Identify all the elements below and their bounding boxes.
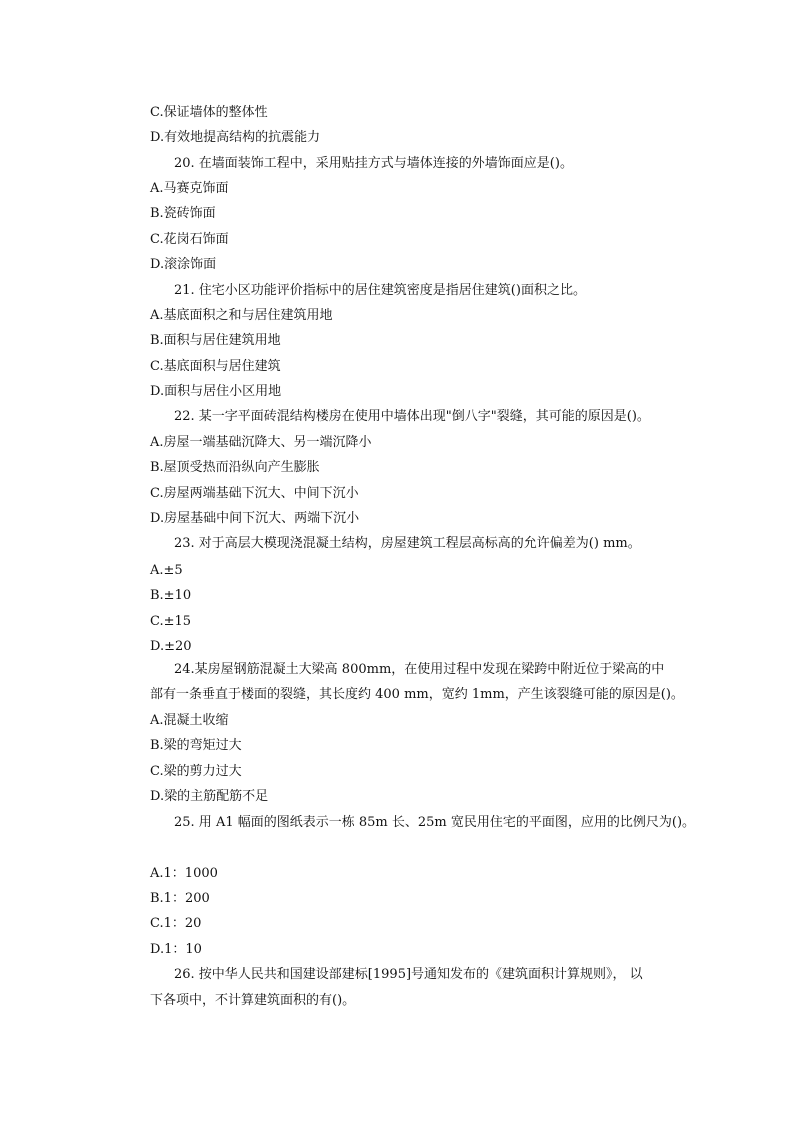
option-c-q25: C.1：20 (150, 916, 202, 931)
option-b-q20: B.瓷砖饰面 (150, 206, 216, 221)
question-26: 26. 按中华人民共和国建设部建标[1995]号通知发布的《建筑面积计算规则》， 以 (174, 967, 643, 982)
option-a-q24: A.混凝土收缩 (150, 713, 229, 728)
option-a-q23: A.±5 (150, 563, 183, 578)
question-24: 24.某房屋钢筋混凝土大梁高 800mm，在使用过程中发现在梁跨中附近位于梁高的中 (174, 662, 665, 677)
option-b-q21: B.面积与居住建筑用地 (150, 333, 281, 348)
option-d-q24: D.梁的主筋配筋不足 (150, 789, 269, 804)
question-22: 22. 某一字平面砖混结构楼房在使用中墙体出现"倒八字"裂缝，其可能的原因是()。 (174, 409, 650, 424)
question-25: 25. 用 A1 幅面的图纸表示一栋 85m 长、25m 宽民用住宅的平面图，应用的比例尺为()。 (174, 815, 696, 830)
option-c-q23: C.±15 (150, 614, 192, 629)
option-d-q25: D.1：10 (150, 942, 202, 957)
option-d-q20: D.滚涂饰面 (150, 257, 217, 272)
option-c-q20: C.花岗石饰面 (150, 232, 229, 247)
option-a-q22: A.房屋一端基础沉降大、另一端沉降小 (150, 435, 372, 450)
option-c-q19: C.保证墙体的整体性 (150, 105, 268, 120)
question-21: 21. 住宅小区功能评价指标中的居住建筑密度是指居住建筑()面积之比。 (174, 283, 586, 298)
question-26-continued: 下各项中，不计算建筑面积的有()。 (150, 993, 356, 1008)
question-20: 20. 在墙面装饰工程中，采用贴挂方式与墙体连接的外墙饰面应是()。 (174, 156, 573, 171)
option-b-q22: B.屋顶受热而沿纵向产生膨胀 (150, 460, 320, 475)
option-b-q24: B.梁的弯矩过大 (150, 738, 242, 753)
option-d-q19: D.有效地提高结构的抗震能力 (150, 130, 321, 145)
option-d-q21: D.面积与居住小区用地 (150, 384, 282, 399)
question-24-continued: 部有一条垂直于楼面的裂缝，其长度约 400 mm，宽约 1mm，产生该裂缝可能的原因是()。 (150, 687, 684, 702)
option-a-q25: A.1：1000 (150, 866, 218, 881)
option-a-q21: A.基底面积之和与居住建筑用地 (150, 308, 333, 323)
option-b-q25: B.1：200 (150, 891, 210, 906)
option-d-q23: D.±20 (150, 639, 192, 654)
option-c-q22: C.房屋两端基础下沉大、中间下沉小 (150, 486, 359, 501)
option-d-q22: D.房屋基础中间下沉大、两端下沉小 (150, 511, 360, 526)
option-c-q24: C.梁的剪力过大 (150, 764, 242, 779)
question-23: 23. 对于高层大模现浇混凝土结构，房屋建筑工程层高标高的允许偏差为() mm。 (174, 536, 641, 551)
option-b-q23: B.±10 (150, 588, 192, 603)
option-a-q20: A.马赛克饰面 (150, 181, 229, 196)
option-c-q21: C.基底面积与居住建筑 (150, 359, 281, 374)
